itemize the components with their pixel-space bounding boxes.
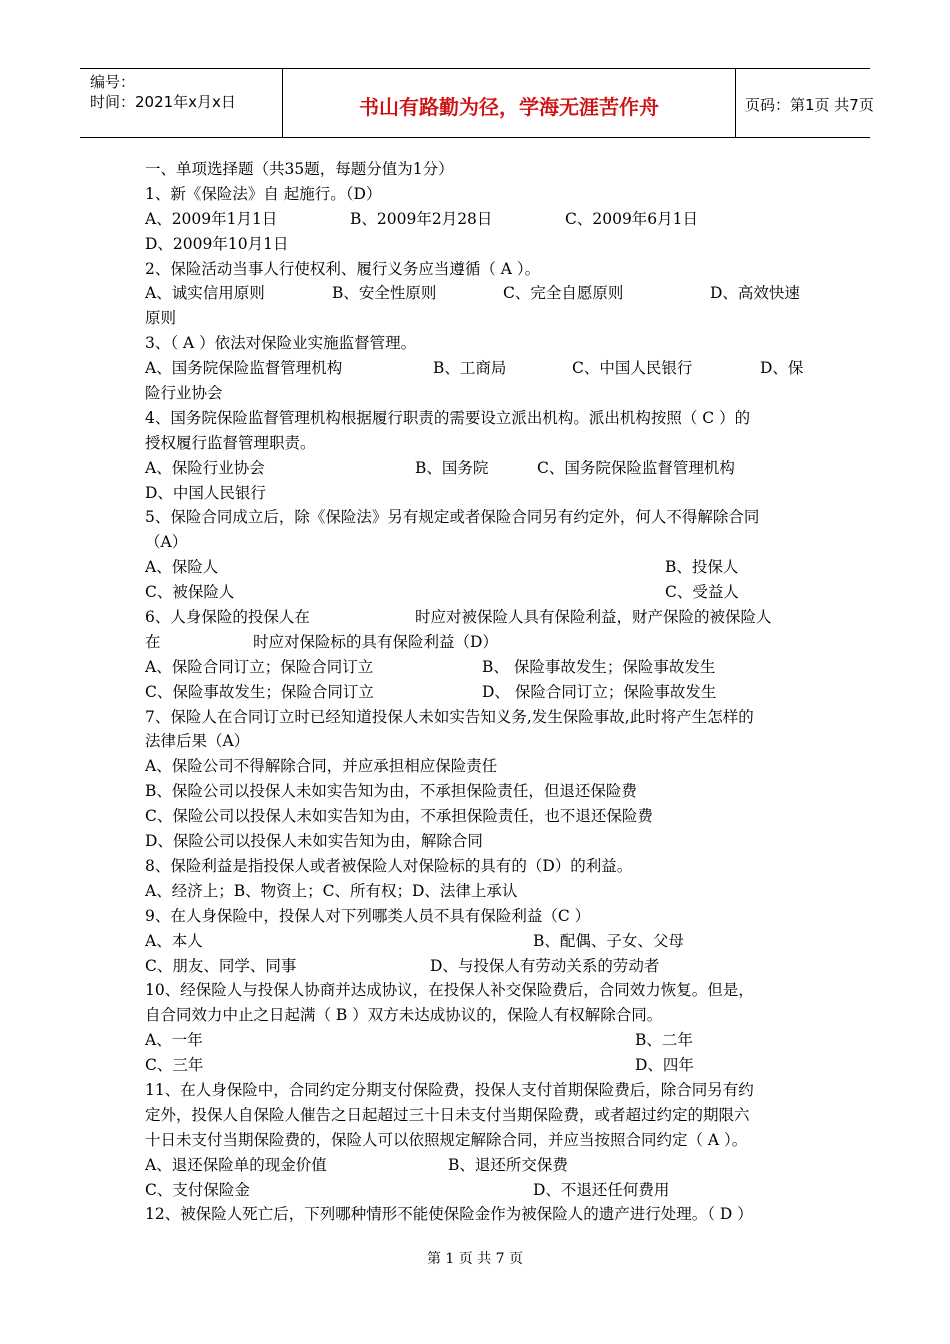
text-segment: D、保: [760, 359, 804, 378]
text-segment: D、2009年10月1日: [145, 234, 289, 253]
text-segment: D、中国人民银行: [145, 483, 266, 502]
text-line: [145, 829, 810, 854]
text-line: [145, 530, 810, 555]
text-line: [145, 1128, 810, 1153]
text-segment: A、保险合同订立；保险合同订立: [145, 657, 374, 676]
motto: 书山有路勤为径，学海无涯苦作舟: [359, 95, 659, 119]
text-segment: 法律后果（A）: [145, 732, 250, 751]
text-segment: B、2009年2月28日: [350, 209, 493, 228]
text-line: [145, 1153, 810, 1178]
text-line: [145, 605, 810, 630]
text-segment: C、朋友、同学、同事: [145, 956, 297, 975]
text-line: [145, 729, 810, 754]
text-segment: B、投保人: [665, 558, 739, 577]
text-line: [145, 1003, 810, 1028]
text-segment: 在: [145, 632, 161, 651]
text-segment: C、保险事故发生；保险合同订立: [145, 682, 374, 701]
text-segment: B、配偶、子女、父母: [533, 931, 684, 950]
text-line: [145, 804, 810, 829]
page-footer: 第 1 页 共 7 页: [426, 1251, 524, 1267]
text-segment: 6、人身保险的投保人在: [145, 608, 310, 627]
text-segment: 12、被保险人死亡后，下列哪种情形不能使保险金作为被保险人的遗产进行处理。（ D ）: [145, 1205, 753, 1224]
text-segment: 十日未支付当期保险费的，保险人可以依照规定解除合同，并应当按照合同约定（ A ）。: [145, 1130, 748, 1149]
text-line: [145, 1178, 810, 1203]
text-segment: C、三年: [145, 1056, 204, 1075]
text-line: [145, 157, 810, 182]
text-segment: C、被保险人: [145, 583, 235, 602]
text-segment: D、与投保人有劳动关系的劳动者: [430, 956, 660, 975]
text-segment: B、保险公司以投保人未如实告知为由，不承担保险责任，但退还保险费: [145, 782, 637, 801]
text-segment: A、保险人: [145, 558, 219, 577]
text-segment: D、保险公司以投保人未如实告知为由，解除合同: [145, 832, 483, 851]
text-line: [145, 655, 810, 680]
text-segment: 授权履行监督管理职责。: [145, 433, 316, 452]
text-segment: （A）: [145, 533, 188, 552]
text-segment: 一、单项选择题（共35题，每题分值为1分）: [145, 160, 454, 178]
text-line: [145, 879, 810, 904]
text-segment: 3、（ A ）依法对保险业实施监督管理。: [145, 334, 417, 353]
text-line: [145, 306, 810, 331]
text-segment: A、2009年1月1日: [145, 209, 278, 228]
text-segment: 险行业协会: [145, 384, 223, 403]
text-segment: B、工商局: [433, 359, 507, 378]
text-segment: C、受益人: [665, 583, 739, 602]
header-meta: [80, 69, 282, 137]
text-line: [145, 481, 810, 506]
page-info: 页码：第1页 共7页: [745, 96, 874, 114]
text-line: [145, 680, 810, 705]
text-line: [145, 754, 810, 779]
text-segment: C、中国人民银行: [572, 359, 693, 378]
text-segment: 2、保险活动当事人行使权利、履行义务应当遵循（ A ）。: [145, 259, 541, 278]
text-line: [145, 232, 810, 257]
text-line: [145, 779, 810, 804]
text-segment: 7、保险人在合同订立时已经知道投保人未如实告知义务,发生保险事故,此时将产生怎样的: [145, 707, 754, 726]
text-line: [145, 505, 810, 530]
text-line: [145, 331, 810, 356]
document-body: [145, 157, 810, 1227]
text-line: [145, 854, 810, 879]
text-line: [145, 406, 810, 431]
text-segment: 1、新《保险法》自 起施行。（D）: [145, 184, 382, 203]
text-segment: D、 保险合同订立；保险事故发生: [482, 682, 717, 701]
text-segment: A、保险行业协会: [145, 458, 265, 477]
text-segment: 时应对被保险人具有保险利益，财产保险的被保险人: [415, 608, 772, 627]
text-line: [145, 705, 810, 730]
text-segment: 11、在人身保险中，合同约定分期支付保险费，投保人支付首期保险费后，除合同另有约: [145, 1080, 754, 1099]
text-segment: A、保险公司不得解除合同，并应承担相应保险责任: [145, 757, 498, 776]
text-line: [145, 1028, 810, 1053]
text-segment: A、退还保险单的现金价值: [145, 1155, 327, 1174]
text-segment: 4、国务院保险监督管理机构根据履行职责的需要设立派出机构。派出机构按照（ C ）的: [145, 408, 751, 427]
page-header: [80, 68, 874, 138]
text-line: [145, 281, 810, 306]
text-segment: 自合同效力中止之日起满（ B ）双方未达成协议的，保险人有权解除合同。: [145, 1006, 663, 1025]
time-label: 时间：2021年x月x日: [90, 93, 236, 111]
text-line: [145, 904, 810, 929]
text-line: [145, 954, 810, 979]
text-segment: D、四年: [635, 1056, 694, 1075]
text-segment: B、国务院: [415, 458, 489, 477]
text-segment: A、本人: [145, 931, 203, 950]
text-segment: 原则: [145, 309, 177, 328]
text-line: [145, 929, 810, 954]
text-segment: B、安全性原则: [332, 284, 437, 303]
text-segment: D、高效快速: [710, 284, 800, 303]
text-line: [145, 978, 810, 1003]
text-segment: 8、保险利益是指投保人或者被保险人对保险标的具有的（D）的利益。: [145, 856, 633, 875]
text-line: [145, 257, 810, 282]
text-segment: C、2009年6月1日: [565, 209, 699, 228]
text-line: [145, 431, 810, 456]
text-line: [145, 456, 810, 481]
text-line: [145, 630, 810, 655]
text-segment: 5、保险合同成立后，除《保险法》另有规定或者保险合同另有约定外，何人不得解除合同: [145, 508, 760, 527]
text-line: [145, 1053, 810, 1078]
text-segment: C、支付保险金: [145, 1180, 250, 1199]
text-segment: B、退还所交保费: [448, 1155, 568, 1174]
number-label: 编号：: [90, 73, 136, 91]
text-line: [145, 1202, 810, 1227]
text-line: [145, 555, 810, 580]
text-segment: B、二年: [635, 1031, 693, 1050]
header-motto-cell: [282, 69, 736, 137]
text-line: [145, 580, 810, 605]
text-segment: A、经济上；B、物资上；C、所有权；D、法律上承认: [145, 881, 518, 900]
header-page-cell: [735, 69, 874, 137]
text-line: [145, 1103, 810, 1128]
text-segment: B、 保险事故发生；保险事故发生: [482, 657, 716, 676]
text-segment: 10、经保险人与投保人协商并达成协议，在投保人补交保险费后，合同效力恢复。但是，: [145, 981, 754, 1000]
text-line: [145, 381, 810, 406]
text-segment: D、不退还任何费用: [533, 1180, 670, 1199]
text-segment: C、完全自愿原则: [503, 284, 624, 303]
text-segment: 9、在人身保险中，投保人对下列哪类人员不具有保险利益（C ）: [145, 906, 591, 925]
text-line: [145, 356, 810, 381]
text-line: [145, 182, 810, 207]
text-line: [145, 1078, 810, 1103]
text-segment: A、国务院保险监督管理机构: [145, 359, 343, 378]
text-segment: A、诚实信用原则: [145, 284, 265, 303]
text-segment: C、保险公司以投保人未如实告知为由，不承担保险责任，也不退还保险费: [145, 807, 653, 826]
text-segment: C、国务院保险监督管理机构: [537, 458, 735, 477]
text-segment: 时应对保险标的具有保险利益（D）: [253, 632, 498, 651]
text-segment: A、一年: [145, 1031, 203, 1050]
text-line: [145, 207, 810, 232]
text-segment: 定外，投保人自保险人催告之日起超过三十日未支付当期保险费，或者超过约定的期限六: [145, 1105, 750, 1124]
